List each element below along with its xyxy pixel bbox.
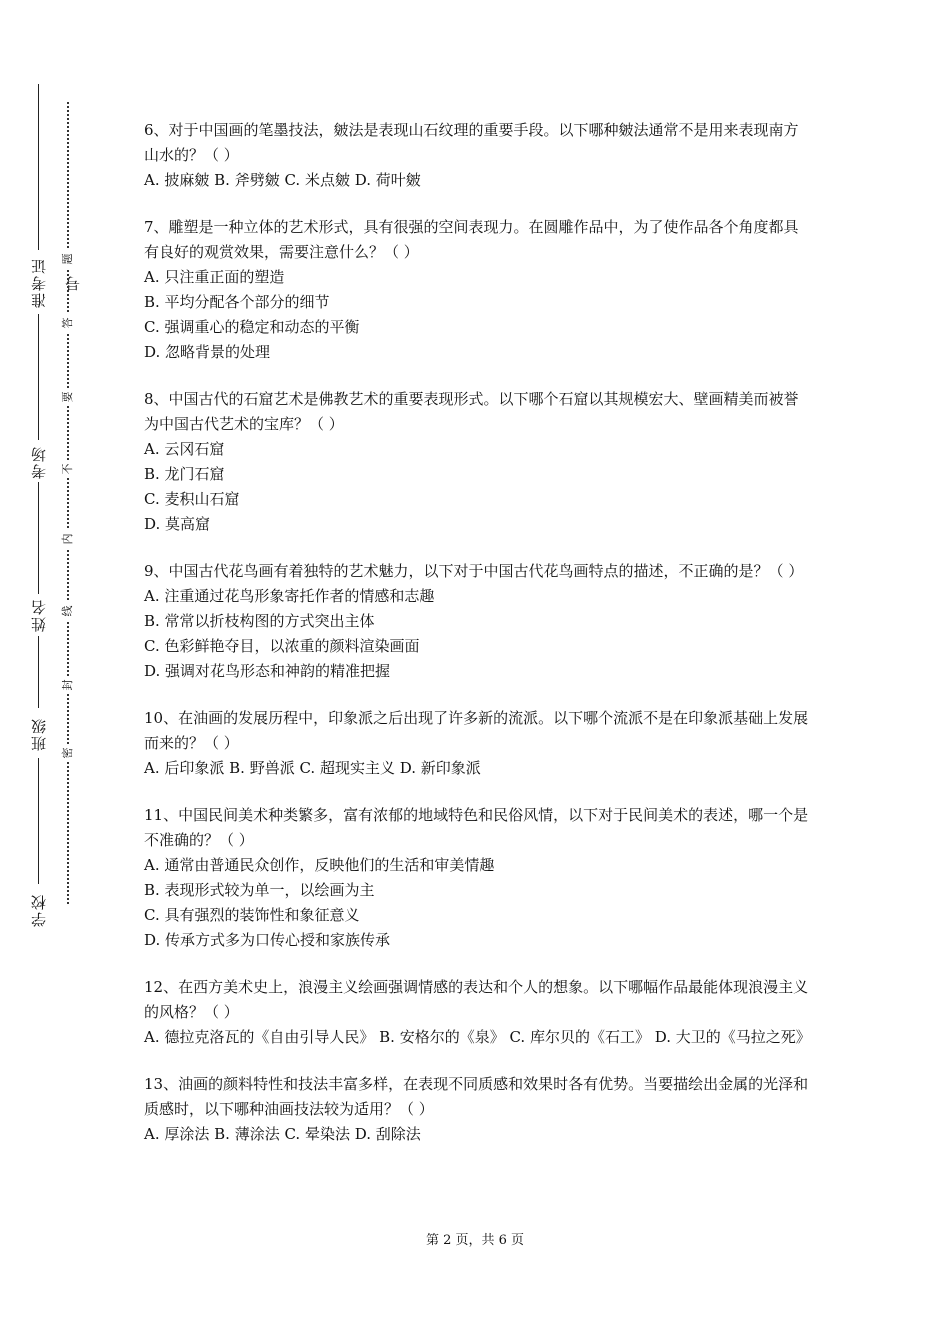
- option-c: C. 强调重心的稳定和动态的平衡: [144, 318, 360, 336]
- option-b: B. 表现形式较为单一，以绘画为主: [144, 881, 375, 899]
- question-stem: 6、对于中国画的笔墨技法，皴法是表现山石纹理的重要手段。以下哪种皴法通常不是用来表现南方山水的？（ ）: [144, 121, 799, 164]
- question-6: [144, 118, 810, 193]
- question-options: A. 厚涂法 B. 薄涂法 C. 晕染法 D. 刮除法: [144, 1125, 421, 1143]
- question-options: A. 后印象派 B. 野兽派 C. 超现实主义 D. 新印象派: [144, 759, 481, 777]
- question-stem: 12、在西方美术史上，浪漫主义绘画强调情感的表达和个人的想象。以下哪幅作品最能体现浪漫主义的风格？（ ）: [144, 978, 809, 1021]
- question-stem: 7、雕塑是一种立体的艺术形式，具有很强的空间表现力。在圆雕作品中，为了使作品各个角度都具有良好的观赏效果，需要注意什么？（ ）: [144, 218, 799, 261]
- binding-margin: [0, 0, 110, 1344]
- question-8: [144, 387, 810, 537]
- question-list: [144, 118, 810, 1169]
- option-a: A. 注重通过花鸟形象寄托作者的情感和志趣: [144, 587, 435, 605]
- exam-number-label: 准考证号: [30, 257, 82, 309]
- question-12: [144, 975, 810, 1050]
- question-9: [144, 559, 810, 684]
- option-d: D. 莫高窟: [144, 515, 211, 533]
- question-options: A. 德拉克洛瓦的《自由引导人民》 B. 安格尔的《泉》 C. 库尔贝的《石工》 D. 大卫的《马拉之死》: [144, 1028, 811, 1046]
- seal-char: 题: [59, 250, 77, 268]
- option-c: C. 麦积山石窟: [144, 490, 240, 508]
- option-d: D. 传承方式多为口传心授和家族传承: [144, 931, 391, 949]
- question-stem: 13、油画的颜料特性和技法丰富多样，在表现不同质感和效果时各有优势。当要描绘出金属的光泽和质感时，以下哪种油画技法较为适用？（ ）: [144, 1075, 809, 1118]
- binding-line: [38, 84, 39, 250]
- question-options: A. 披麻皴 B. 斧劈皴 C. 米点皴 D. 荷叶皴: [144, 171, 421, 189]
- page-number: 第 2 页，共 6 页: [425, 1233, 525, 1248]
- option-a: A. 通常由普通民众创作，反映他们的生活和审美情趣: [144, 856, 495, 874]
- seal-char: 封: [59, 676, 77, 694]
- question-stem: 9、中国古代花鸟画有着独特的艺术魅力，以下对于中国古代花鸟画特点的描述，不正确的是？（ ）: [144, 562, 804, 580]
- option-b: B. 平均分配各个部分的细节: [144, 293, 330, 311]
- option-d: D. 强调对花鸟形态和神韵的精准把握: [144, 662, 391, 680]
- option-a: A. 云冈石窟: [144, 440, 225, 458]
- seal-dotted-line: [67, 102, 69, 904]
- option-c: C. 色彩鲜艳夺目，以浓重的颜料渲染画面: [144, 637, 420, 655]
- binding-line: [38, 482, 39, 594]
- seal-char: 密: [59, 744, 77, 762]
- question-10: [144, 706, 810, 781]
- seal-char: 不: [59, 460, 77, 478]
- exam-room-label: 考场: [30, 445, 48, 479]
- option-a: A. 只注重正面的塑造: [144, 268, 285, 286]
- option-b: B. 龙门石窟: [144, 465, 225, 483]
- binding-line: [38, 758, 39, 884]
- question-7: [144, 215, 810, 365]
- seal-char: 内: [59, 530, 77, 548]
- question-stem: 8、中国古代的石窟艺术是佛教艺术的重要表现形式。以下哪个石窟以其规模宏大、壁画精美而被誉为中国古代艺术的宝库？（ ）: [144, 390, 799, 433]
- question-11: [144, 803, 810, 953]
- question-13: [144, 1072, 810, 1147]
- binding-line: [38, 314, 39, 440]
- option-c: C. 具有强烈的装饰性和象征意义: [144, 906, 360, 924]
- seal-char: 线: [59, 602, 77, 620]
- option-d: D. 忽略背景的处理: [144, 343, 271, 361]
- class-label: 班级: [30, 717, 48, 751]
- name-label: 姓名: [30, 598, 48, 632]
- question-stem: 11、中国民间美术种类繁多，富有浓郁的地域特色和民俗风情，以下对于民间美术的表述，哪一个是不准确的？（ ）: [144, 806, 809, 849]
- seal-char: 答: [59, 314, 77, 332]
- school-label: 学校: [30, 893, 48, 927]
- question-stem: 10、在油画的发展历程中，印象派之后出现了许多新的流派。以下哪个流派不是在印象派基础上发展而来的？（ ）: [144, 709, 809, 752]
- seal-char: 要: [59, 388, 77, 406]
- option-b: B. 常常以折枝构图的方式突出主体: [144, 612, 375, 630]
- binding-line: [38, 636, 39, 708]
